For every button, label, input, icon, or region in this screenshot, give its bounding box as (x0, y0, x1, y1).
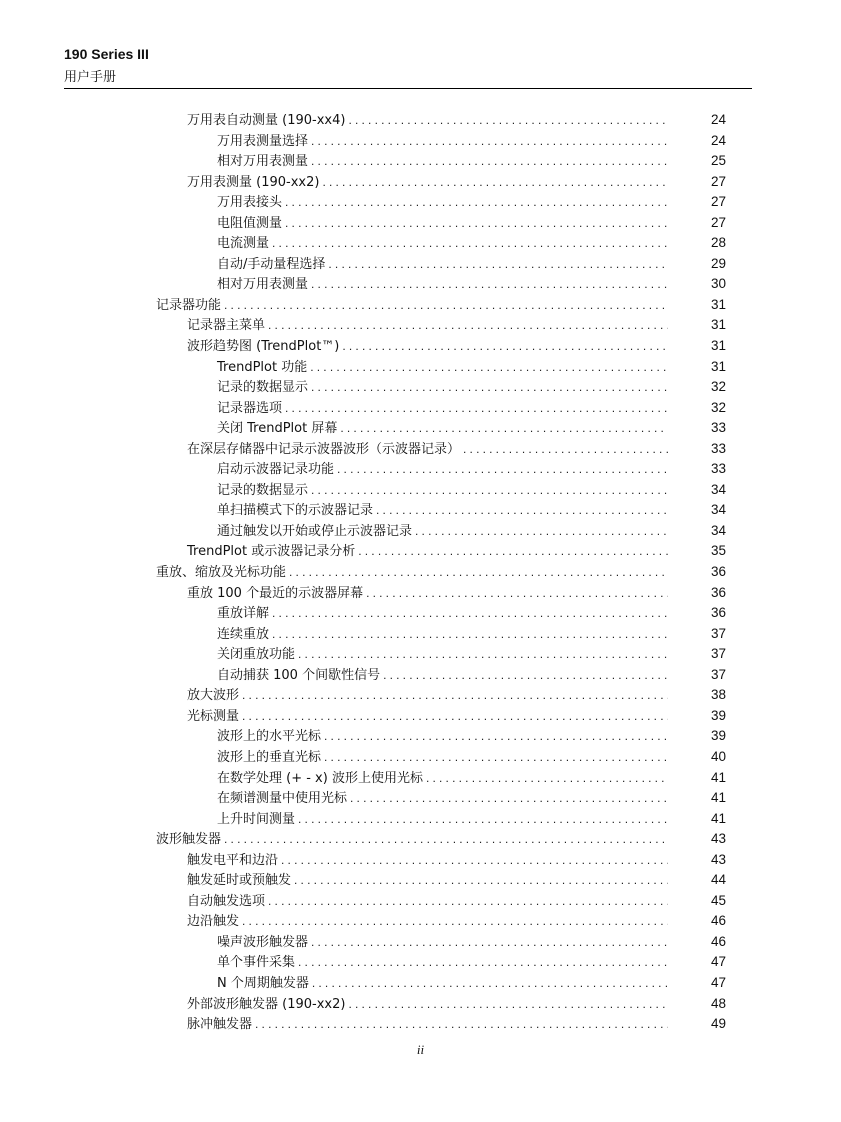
toc-entry-title: 波形上的垂直光标 (217, 749, 322, 765)
toc-dot-leader (311, 932, 668, 953)
toc-entry[interactable] (0, 952, 841, 973)
table-of-contents (0, 110, 841, 1035)
toc-dot-leader (366, 583, 668, 604)
toc-entry-title: 放大波形 (187, 688, 240, 704)
toc-dot-leader (311, 377, 668, 398)
toc-entry-page: 27 (710, 214, 726, 230)
toc-dot-leader (324, 747, 668, 768)
toc-dot-leader (242, 685, 668, 706)
toc-dot-leader (350, 788, 668, 809)
toc-entry[interactable] (0, 809, 841, 830)
toc-entry[interactable] (0, 541, 841, 562)
toc-entry[interactable] (0, 418, 841, 439)
toc-dot-leader (342, 336, 668, 357)
toc-entry-page: 31 (710, 296, 726, 312)
toc-entry[interactable] (0, 747, 841, 768)
toc-entry-title: 万用表自动测量 (190-xx4) (187, 113, 346, 128)
toc-entry[interactable] (0, 829, 841, 850)
toc-dot-leader (298, 644, 668, 665)
toc-entry-title: 在频谱测量中使用光标 (217, 791, 348, 807)
toc-entry-page: 46 (710, 913, 726, 929)
toc-entry-title: 上升时间测量 (217, 811, 296, 827)
toc-entry-title: 万用表测量 (190-xx2) (187, 174, 320, 190)
toc-entry[interactable] (0, 665, 841, 686)
toc-dot-leader (311, 274, 668, 295)
toc-entry[interactable] (0, 233, 841, 254)
header-title: 190 Series III (64, 46, 149, 62)
toc-dot-leader (289, 562, 668, 583)
toc-entry[interactable] (0, 685, 841, 706)
toc-entry[interactable] (0, 336, 841, 357)
toc-entry-title: 脉冲触发器 (187, 1017, 253, 1033)
toc-entry[interactable] (0, 254, 841, 275)
toc-entry-page: 27 (710, 194, 726, 210)
toc-entry-page: 36 (710, 564, 726, 580)
toc-entry-page: 27 (710, 173, 726, 189)
toc-entry-page: 39 (710, 707, 726, 723)
toc-entry-title: 触发电平和边沿 (187, 852, 279, 868)
toc-entry[interactable] (0, 357, 841, 378)
toc-entry-title: 噪声波形触发器 (217, 934, 309, 950)
toc-entry[interactable] (0, 295, 841, 316)
toc-entry-title: 启动示波器记录功能 (217, 462, 335, 478)
toc-entry-page: 46 (710, 933, 726, 949)
toc-entry-title: 在深层存储器中记录示波器波形（示波器记录） (187, 441, 461, 457)
toc-entry[interactable] (0, 768, 841, 789)
toc-entry[interactable] (0, 151, 841, 172)
toc-dot-leader (272, 603, 668, 624)
toc-entry-page: 41 (710, 790, 726, 806)
toc-entry-page: 37 (710, 666, 726, 682)
toc-entry-page: 37 (710, 646, 726, 662)
toc-entry-page: 34 (710, 502, 726, 518)
toc-entry-page: 33 (710, 440, 726, 456)
toc-dot-leader (255, 1014, 668, 1035)
toc-entry-page: 36 (710, 605, 726, 621)
toc-dot-leader (463, 439, 668, 460)
toc-entry-title: 自动/手动量程选择 (217, 256, 326, 272)
toc-entry-page: 41 (710, 769, 726, 785)
toc-entry-title: 重放详解 (217, 606, 270, 622)
toc-entry-title: N 个周期触发器 (217, 975, 309, 991)
toc-entry-title: 记录器主菜单 (187, 318, 266, 334)
toc-entry[interactable] (0, 788, 841, 809)
toc-entry[interactable] (0, 110, 841, 131)
toc-entry[interactable] (0, 131, 841, 152)
toc-entry-title: 波形触发器 (156, 832, 222, 848)
toc-dot-leader (311, 151, 668, 172)
toc-entry-title: 单扫描模式下的示波器记录 (217, 503, 374, 519)
toc-entry-title: 单个事件采集 (217, 955, 296, 971)
toc-dot-leader (415, 521, 668, 542)
toc-entry-page: 32 (710, 399, 726, 415)
toc-entry-page: 29 (710, 255, 726, 271)
toc-dot-leader (298, 809, 668, 830)
header-subtitle: 用户手册 (64, 70, 117, 85)
toc-entry-page: 33 (710, 420, 726, 436)
toc-dot-leader (298, 952, 668, 973)
toc-dot-leader (337, 459, 668, 480)
toc-dot-leader (348, 994, 668, 1015)
toc-entry[interactable] (0, 891, 841, 912)
toc-entry-page: 44 (710, 872, 726, 888)
toc-entry-page: 25 (710, 153, 726, 169)
toc-dot-leader (311, 131, 668, 152)
toc-entry[interactable] (0, 870, 841, 891)
toc-entry-page: 41 (710, 810, 726, 826)
toc-dot-leader (376, 500, 668, 521)
toc-entry-page: 33 (710, 461, 726, 477)
toc-entry-title: 边沿触发 (187, 914, 240, 930)
toc-entry-page: 35 (710, 543, 726, 559)
toc-entry-title: 通过触发以开始或停止示波器记录 (217, 523, 413, 539)
toc-entry-page: 24 (710, 112, 726, 127)
toc-dot-leader (272, 624, 668, 645)
toc-entry-page: 31 (710, 358, 726, 374)
toc-entry[interactable] (0, 377, 841, 398)
toc-entry[interactable] (0, 459, 841, 480)
toc-dot-leader (285, 213, 668, 234)
toc-entry[interactable] (0, 398, 841, 419)
toc-entry[interactable] (0, 603, 841, 624)
toc-dot-leader (272, 233, 668, 254)
toc-entry[interactable] (0, 274, 841, 295)
toc-entry-title: 触发延时或预触发 (187, 873, 292, 889)
toc-entry-title: 记录器选项 (217, 400, 283, 416)
toc-entry-title: 相对万用表测量 (217, 277, 309, 293)
toc-dot-leader (322, 172, 668, 193)
toc-entry-page: 49 (710, 1016, 726, 1032)
toc-entry-page: 47 (710, 954, 726, 970)
toc-entry-title: 连续重放 (217, 626, 270, 642)
toc-entry-title: 电阻值测量 (217, 215, 283, 231)
toc-entry[interactable] (0, 192, 841, 213)
toc-entry[interactable] (0, 480, 841, 501)
toc-entry-title: 外部波形触发器 (190-xx2) (187, 996, 346, 1012)
toc-entry-title: 波形趋势图 (TrendPlot™) (187, 339, 340, 355)
toc-entry-page: 34 (710, 481, 726, 497)
toc-dot-leader (285, 398, 668, 419)
toc-entry[interactable] (0, 973, 841, 994)
toc-entry-title: 自动捕获 100 个间歇性信号 (217, 667, 381, 683)
toc-dot-leader (285, 192, 668, 213)
toc-entry-page: 40 (710, 748, 726, 764)
toc-entry-page: 39 (710, 728, 726, 744)
toc-dot-leader (383, 665, 668, 686)
toc-entry[interactable] (0, 562, 841, 583)
toc-entry-page: 32 (710, 379, 726, 395)
toc-dot-leader (311, 480, 668, 501)
toc-dot-leader (224, 295, 668, 316)
toc-dot-leader (268, 891, 668, 912)
toc-entry-title: 波形上的水平光标 (217, 729, 322, 745)
toc-dot-leader (242, 911, 668, 932)
toc-entry[interactable] (0, 213, 841, 234)
toc-entry-title: 关闭 TrendPlot 屏幕 (217, 421, 338, 437)
toc-entry-page: 30 (710, 276, 726, 292)
toc-entry[interactable] (0, 500, 841, 521)
toc-entry-title: TrendPlot 功能 (217, 359, 308, 375)
toc-entry[interactable] (0, 583, 841, 604)
toc-entry-page: 45 (710, 892, 726, 908)
toc-entry[interactable] (0, 850, 841, 871)
toc-entry[interactable] (0, 644, 841, 665)
toc-dot-leader (328, 254, 668, 275)
toc-entry-page: 36 (710, 584, 726, 600)
toc-entry-title: 在数学处理 (+ - x) 波形上使用光标 (217, 770, 423, 786)
toc-entry[interactable] (0, 521, 841, 542)
toc-entry-title: 记录的数据显示 (217, 380, 309, 396)
toc-entry-page: 43 (710, 831, 726, 847)
toc-entry[interactable] (0, 624, 841, 645)
toc-entry-page: 38 (710, 687, 726, 703)
toc-entry-title: 万用表测量选择 (217, 133, 309, 149)
toc-entry-page: 43 (710, 851, 726, 867)
toc-entry-page: 48 (710, 995, 726, 1011)
toc-entry[interactable] (0, 1014, 841, 1035)
toc-entry[interactable] (0, 315, 841, 336)
toc-entry[interactable] (0, 994, 841, 1015)
toc-entry-title: 重放、缩放及光标功能 (156, 565, 287, 581)
toc-entry[interactable] (0, 439, 841, 460)
toc-entry[interactable] (0, 911, 841, 932)
toc-dot-leader (358, 541, 668, 562)
toc-dot-leader (294, 870, 668, 891)
toc-dot-leader (268, 315, 668, 336)
toc-entry[interactable] (0, 172, 841, 193)
toc-dot-leader (312, 973, 668, 994)
toc-entry-title: 关闭重放功能 (217, 647, 296, 663)
toc-entry-page: 24 (710, 132, 726, 148)
toc-entry-title: 记录的数据显示 (217, 482, 309, 498)
toc-entry-page: 37 (710, 625, 726, 641)
toc-entry-title: 记录器功能 (156, 297, 222, 313)
toc-entry-title: 光标测量 (187, 708, 240, 724)
toc-dot-leader (242, 706, 668, 727)
toc-entry-page: 31 (710, 317, 726, 333)
toc-entry-page: 31 (710, 338, 726, 354)
toc-dot-leader (224, 829, 668, 850)
toc-entry-title: TrendPlot 或示波器记录分析 (187, 544, 356, 560)
toc-entry-title: 重放 100 个最近的示波器屏幕 (187, 585, 364, 601)
toc-entry-page: 28 (710, 235, 726, 251)
toc-dot-leader (310, 357, 668, 378)
toc-entry[interactable] (0, 932, 841, 953)
toc-entry-page: 34 (710, 522, 726, 538)
toc-dot-leader (426, 768, 668, 789)
toc-entry-title: 电流测量 (217, 236, 270, 252)
page-number: ii (416, 1042, 425, 1057)
toc-dot-leader (348, 110, 668, 131)
toc-dot-leader (324, 726, 668, 747)
toc-dot-leader (281, 850, 668, 871)
toc-dot-leader (340, 418, 668, 439)
toc-entry[interactable] (0, 726, 841, 747)
toc-entry-title: 万用表接头 (217, 195, 283, 211)
toc-entry[interactable] (0, 706, 841, 727)
header-divider (64, 88, 752, 89)
toc-entry-title: 相对万用表测量 (217, 154, 309, 170)
toc-entry-title: 自动触发选项 (187, 893, 266, 909)
toc-entry-page: 47 (710, 974, 726, 990)
